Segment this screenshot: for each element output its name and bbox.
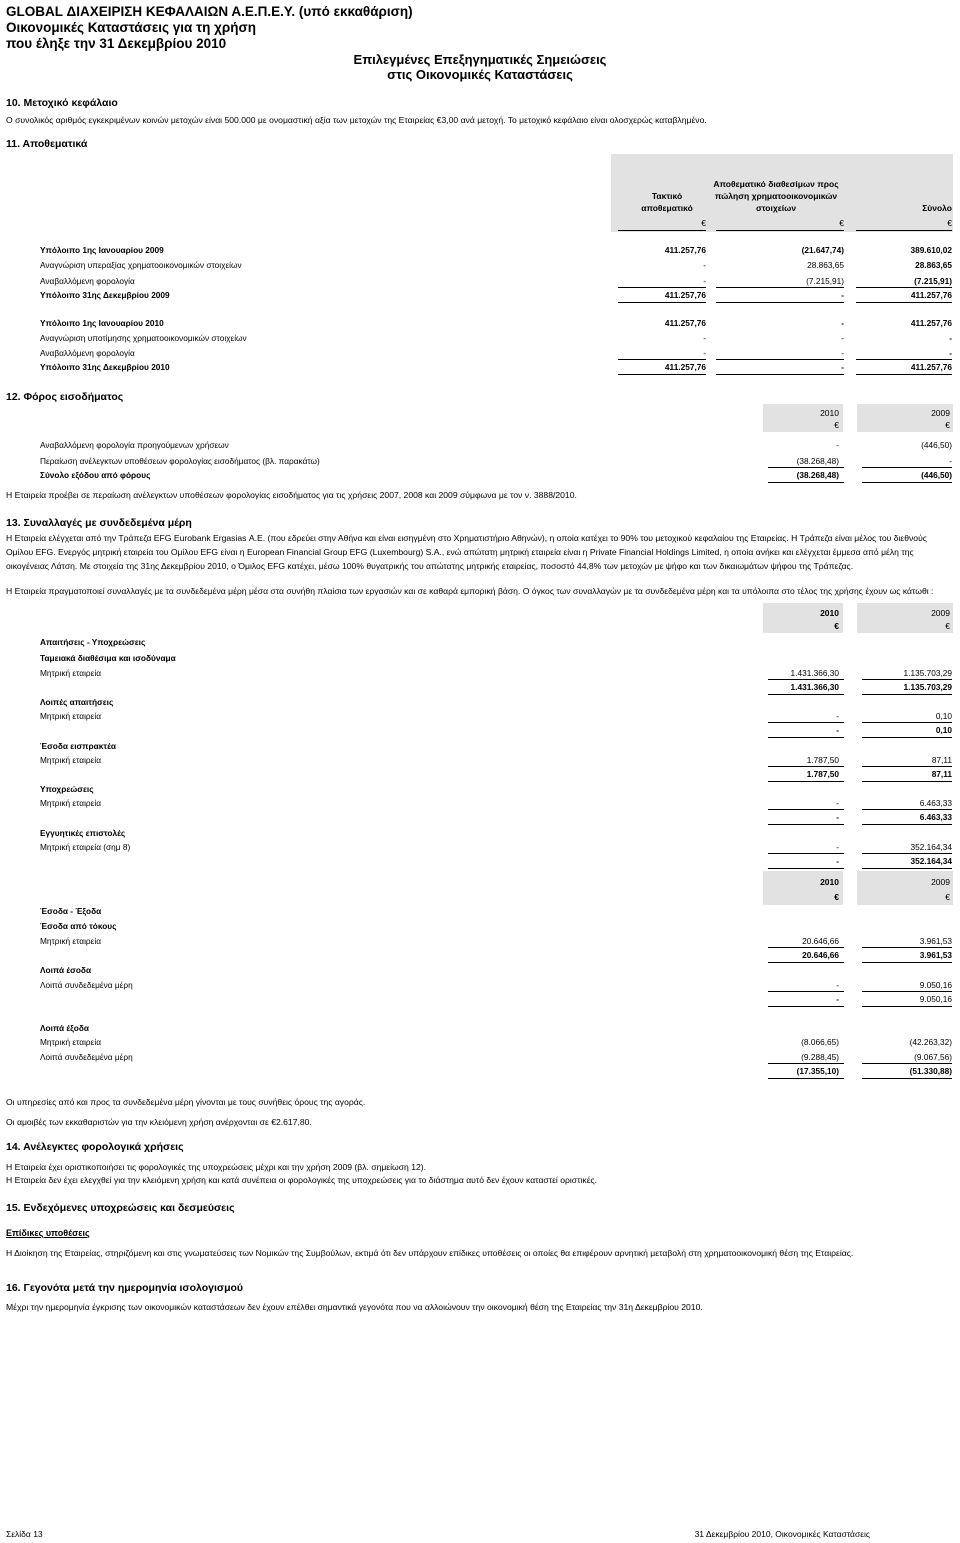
section-14-line2: Η Εταιρεία δεν έχει ελεγχθεί για την κλειόμενη χρήση και κατά συνέπεια οι φορολογικές της υποχρεώσεις για το διάστημα αυτό δεν έχουν καταστεί οριστικές. xyxy=(6,1175,598,1185)
year-2010: 2010 xyxy=(820,408,839,418)
footer-right: 31 Δεκεμβρίου 2010, Οικονομικές Καταστάσεις xyxy=(694,1529,870,1539)
subtotal-line xyxy=(768,722,844,723)
subtotal-line xyxy=(862,679,952,680)
currency-label: € xyxy=(834,892,839,902)
table-row: Μητρική εταιρεία - 0,10 xyxy=(40,711,952,721)
year-2009: 2009 xyxy=(931,608,950,618)
notes-title: Επιλεγμένες Επεξηγηματικές Σημειώσεις xyxy=(353,52,607,67)
statements-date-line: που έληξε την 31 Δεκεμβρίου 2010 xyxy=(6,36,227,51)
section-14-heading: 14. Ανέλεγκτες φορολογικά χρήσεις xyxy=(6,1141,184,1153)
section-13-heading: 13. Συναλλαγές με συνδεδεμένα μέρη xyxy=(6,517,192,529)
related-party-terms-note: Οι υπηρεσίες από και προς τα συνδεδεμένα μέρη γίνονται με τους συνήθεις όρους της αγοράς. xyxy=(6,1097,366,1107)
col-underline xyxy=(856,230,952,231)
subtotal-line xyxy=(618,359,706,360)
table-row: Αναγνώριση υπεραξίας χρηματοοικονομικών στοιχείων - 28.863,65 28.863,65 xyxy=(40,260,952,270)
receivables-payables-title: Απαιτήσεις - Υποχρεώσεις xyxy=(40,637,146,647)
table-row: Σύνολο εξόδου από φόρους (38.268,48) (446,50) xyxy=(40,470,952,480)
table-row: Περαίωση ανέλεγκτων υποθέσεων φορολογίας εισοδήματος (βλ. παρακάτω) (38.268,48) - xyxy=(40,456,952,466)
section-13-para-line: Η Εταιρεία ελέγχεται από την Τράπεζα EFG Eurobank Ergasias Α.Ε. (που εδρεύει στην Αθήνα και είναι εισηγμένη στο Χρηματιστήριο Αθηνών), η οποία κατέχει το 90% του μετοχικού κεφαλαίου της Εταιρείας. Η Τράπεζα είναι μέλος του διεθνούς xyxy=(6,533,927,543)
total-line xyxy=(856,302,952,303)
liquidators-fees-note: Οι αμοιβές των εκκαθαριστών για την κλειόμενη χρήση ανέρχονται σε €2.617,80. xyxy=(6,1117,312,1127)
total-line xyxy=(768,824,844,825)
total-line xyxy=(768,868,844,869)
col-underline xyxy=(716,230,844,231)
table-row-total: - 352.164,34 xyxy=(836,856,952,866)
total-line xyxy=(768,781,844,782)
table-row: Υπόλοιπο 31ης Δεκεμβρίου 2010 411.257,76 - 411.257,76 xyxy=(40,362,952,372)
total-line xyxy=(862,962,952,963)
year-2010: 2010 xyxy=(820,877,839,887)
table-row: Μητρική εταιρεία (σημ 8) - 352.164,34 xyxy=(40,842,952,852)
currency-label: € xyxy=(945,621,950,631)
subtotal-line xyxy=(768,991,844,992)
table-row: Υπόλοιπο 31ης Δεκεμβρίου 2009 411.257,76 - 411.257,76 xyxy=(40,290,952,300)
total-line xyxy=(768,694,844,695)
currency-label: € xyxy=(947,218,952,228)
table-row: Λοιπά συνδεδεμένα μέρη - 9.050,16 xyxy=(40,980,952,990)
income-expenses-title: Έσοδα - Έξοδα xyxy=(40,906,102,916)
table-row: Αναγνώριση υποτίμησης χρηματοοικονομικών στοιχείων - - - xyxy=(40,333,952,343)
subtotal-line xyxy=(768,467,844,468)
cash-title: Ταμειακά διαθέσιμα και ισοδύναμα xyxy=(40,653,176,663)
other-receivables-title: Λοιπές απαιτήσεις xyxy=(40,697,114,707)
total-line xyxy=(862,482,952,483)
currency-label: € xyxy=(701,218,706,228)
subtotal-line xyxy=(862,853,952,854)
table-row: Υπόλοιπο 1ης Ιανουαρίου 2010 411.257,76 - 411.257,76 xyxy=(40,318,952,328)
total-line xyxy=(856,374,952,375)
table-row: Μητρική εταιρεία 1.787,50 87,11 xyxy=(40,755,952,765)
currency-label: € xyxy=(839,218,844,228)
section-12-note: Η Εταιρεία προέβει σε περαίωση ανέλεγκτων υποθέσεων φορολογίας εισοδήματος για τις χρήσεις 2007, 2008 και 2009 σύμφωνα με τον ν. 3888/2010. xyxy=(6,490,577,500)
total-line xyxy=(862,737,952,738)
total-line xyxy=(768,737,844,738)
subtotal-line xyxy=(768,766,844,767)
subtotal-line xyxy=(862,1063,952,1064)
total-line xyxy=(862,824,952,825)
total-line xyxy=(862,1078,952,1079)
col-underline xyxy=(618,230,706,231)
table-row: Μητρική εταιρεία 20.646,66 3.961,53 xyxy=(40,936,952,946)
subtotal-line xyxy=(862,809,952,810)
table-row-total: 20.646,66 3.961,53 xyxy=(802,950,952,960)
liabilities-title: Υποχρεώσεις xyxy=(40,784,94,794)
table-row: Μητρική εταιρεία (8.066,65) (42.263,32) xyxy=(40,1037,952,1047)
subtotal-line xyxy=(856,359,952,360)
currency-label: € xyxy=(834,420,839,430)
table-row: Μητρική εταιρεία - 6.463,33 xyxy=(40,798,952,808)
subtotal-line xyxy=(862,766,952,767)
subtotal-line xyxy=(862,467,952,468)
section-15-heading: 15. Ενδεχόμενες υποχρεώσεις και δεσμεύσεις xyxy=(6,1202,235,1214)
year-2009: 2009 xyxy=(931,408,950,418)
subtotal-line xyxy=(862,722,952,723)
subtotal-line xyxy=(768,947,844,948)
interest-income-title: Έσοδα από τόκους xyxy=(40,921,117,931)
statements-period-line: Οικονομικές Καταστάσεις για τη χρήση xyxy=(6,20,256,35)
reserves-col-afs: Αποθεματικό διαθεσίμων προς πώληση χρηματοοικονομικών στοιχείων xyxy=(713,179,839,213)
section-16-heading: 16. Γεγονότα μετά την ημερομηνία ισολογισμού xyxy=(6,1282,244,1294)
section-14-line1: Η Εταιρεία έχει οριστικοποιήσει τις φορολογικές της υποχρεώσεις μέχρι και την χρήση 2009 (βλ. σημείωση 12). xyxy=(6,1162,427,1172)
table-row-total: (17.355,10) (51.330,88) xyxy=(796,1066,952,1076)
table-row: Λοιπά συνδεδεμένα μέρη (9.288,45) (9.067,56) xyxy=(40,1052,952,1062)
total-line xyxy=(862,1006,952,1007)
section-12-heading: 12. Φόρος εισοδήματος xyxy=(6,391,124,403)
other-income-title: Λοιπά έσοδα xyxy=(40,965,92,975)
page-number: Σελίδα 13 xyxy=(6,1529,43,1539)
year-2009: 2009 xyxy=(931,877,950,887)
total-line xyxy=(768,1006,844,1007)
section-15-text: Η Διοίκηση της Εταιρείας, στηριζόμενη και στις γνωματεύσεις των Νομικών της Συμβούλων, εκτιμά ότι δεν υπάρχουν επίδικες υποθέσεις οι οποίες θα επιφέρουν αρνητική μεταβολή στη χρηματοοικονομική θέση της Εταιρείας. xyxy=(6,1248,854,1258)
subtotal-line xyxy=(716,359,844,360)
section-10-heading: 10. Μετοχικό κεφάλαιο xyxy=(6,97,118,109)
subtotal-line xyxy=(768,853,844,854)
subtotal-line xyxy=(768,1063,844,1064)
subtotal-line xyxy=(768,809,844,810)
pending-litigation-title: Επίδικες υποθέσεις xyxy=(6,1228,90,1238)
total-line xyxy=(862,868,952,869)
total-line xyxy=(862,694,952,695)
subtotal-line xyxy=(618,287,706,288)
total-line xyxy=(716,374,844,375)
total-line xyxy=(862,781,952,782)
table-row-total: 1.787,50 87,11 xyxy=(806,769,952,779)
currency-label: € xyxy=(834,621,839,631)
section-11-heading: 11. Αποθεματικά xyxy=(6,138,88,150)
guarantees-title: Εγγυητικές επιστολές xyxy=(40,828,126,838)
currency-label: € xyxy=(945,892,950,902)
company-name: GLOBAL ΔΙΑΧΕΙΡΙΣΗ ΚΕΦΑΛΑΙΩΝ Α.Ε.Π.Ε.Υ. (υπό εκκαθάριση) xyxy=(6,4,413,19)
total-line xyxy=(768,482,844,483)
total-line xyxy=(768,1078,844,1079)
section-13-para-line: οικογένειας Λάτση. Με στοιχεία της 31ης Δεκεμβρίου 2010, ο Όμιλος EFG κατέχει, μέσω 100% θυγατρικής του απώτατης μητρικής εταιρείας, ποσοστό 44,8% των μετοχών με ψήφο και των δικαιωμάτων ψήφου της Τράπεζας. xyxy=(6,561,854,571)
table-row: Αναβαλλόμενη φορολογία - (7.215,91) (7.215,91) xyxy=(40,276,952,286)
subtotal-line xyxy=(862,947,952,948)
table-row: Μητρική εταιρεία 1.431.366,30 1.135.703,29 xyxy=(40,668,952,678)
reserves-col-total: Σύνολο xyxy=(922,203,952,213)
table-row: Αναβαλλόμενη φορολογία - - - xyxy=(40,348,952,358)
currency-label: € xyxy=(945,420,950,430)
table-row: Αναβαλλόμενη φορολογία προηγούμενων χρήσεων - (446,50) xyxy=(40,440,952,450)
subtotal-line xyxy=(768,679,844,680)
table-row-total: - 9.050,16 xyxy=(836,994,952,1004)
table-row-total: 1.431.366,30 1.135.703,29 xyxy=(790,682,952,692)
other-expenses-title: Λοιπά έξοδα xyxy=(40,1023,89,1033)
reserves-col-regular: Τακτικό αποθεματικό xyxy=(641,191,693,213)
section-10-text: Ο συνολικός αριθμός εγκεκριμένων κοινών μετοχών είναι 500.000 με ονομαστική αξία των μετοχών της Εταιρείας €3,00 ανά μετοχή. Το μετοχικό κεφάλαιο είναι ολοσχερώς καταβλημένο. xyxy=(6,115,707,125)
subtotal-line xyxy=(856,287,952,288)
total-line xyxy=(716,302,844,303)
notes-subtitle: στις Οικονομικές Καταστάσεις xyxy=(387,67,573,82)
subtotal-line xyxy=(862,991,952,992)
total-line xyxy=(618,374,706,375)
section-16-text: Μέχρι την ημερομηνία έγκρισης των οικονομικών καταστάσεων δεν έχουν επέλθει σημαντικά γεγονότα που να αλλοιώνουν την οικονομική θέση της Εταιρείας την 31η Δεκεμβρίου 2010. xyxy=(6,1302,703,1312)
accrued-income-title: Έσοδα εισπρακτέα xyxy=(40,741,116,751)
table-row: Υπόλοιπο 1ης Ιανουαρίου 2009 411.257,76 (21.647,74) 389.610,02 xyxy=(40,245,952,255)
table-row-total: - 6.463,33 xyxy=(836,812,952,822)
section-13-para-line: Ομίλου EFG. Ενεργός μητρική εταιρεία του Ομίλου EFG είναι η European Financial Group EFG (Luxembourg) S.A., ενώ απώτατη μητρική εταιρεία είναι η Private Financial Holdings Limited, η οποία ανήκει και ελέγχεται έμμεσα από μέλη της xyxy=(6,547,914,557)
year-2010: 2010 xyxy=(820,608,839,618)
subtotal-line xyxy=(716,287,844,288)
total-line xyxy=(768,962,844,963)
table-row-total: - 0,10 xyxy=(836,725,952,735)
total-line xyxy=(618,302,706,303)
section-13-para2: Η Εταιρεία πραγματοποιεί συναλλαγές με τα συνδεδεμένα μέρη μέσα στα συνήθη πλαίσια των εργασιών και σε καθαρά εμπορική βάση. Ο όγκος των συναλλαγών με τα συνδεδεμένα μέρη και τα υπόλοιπα στο τέλος της χρήσης έχουν ως κάτωθι : xyxy=(6,586,934,596)
